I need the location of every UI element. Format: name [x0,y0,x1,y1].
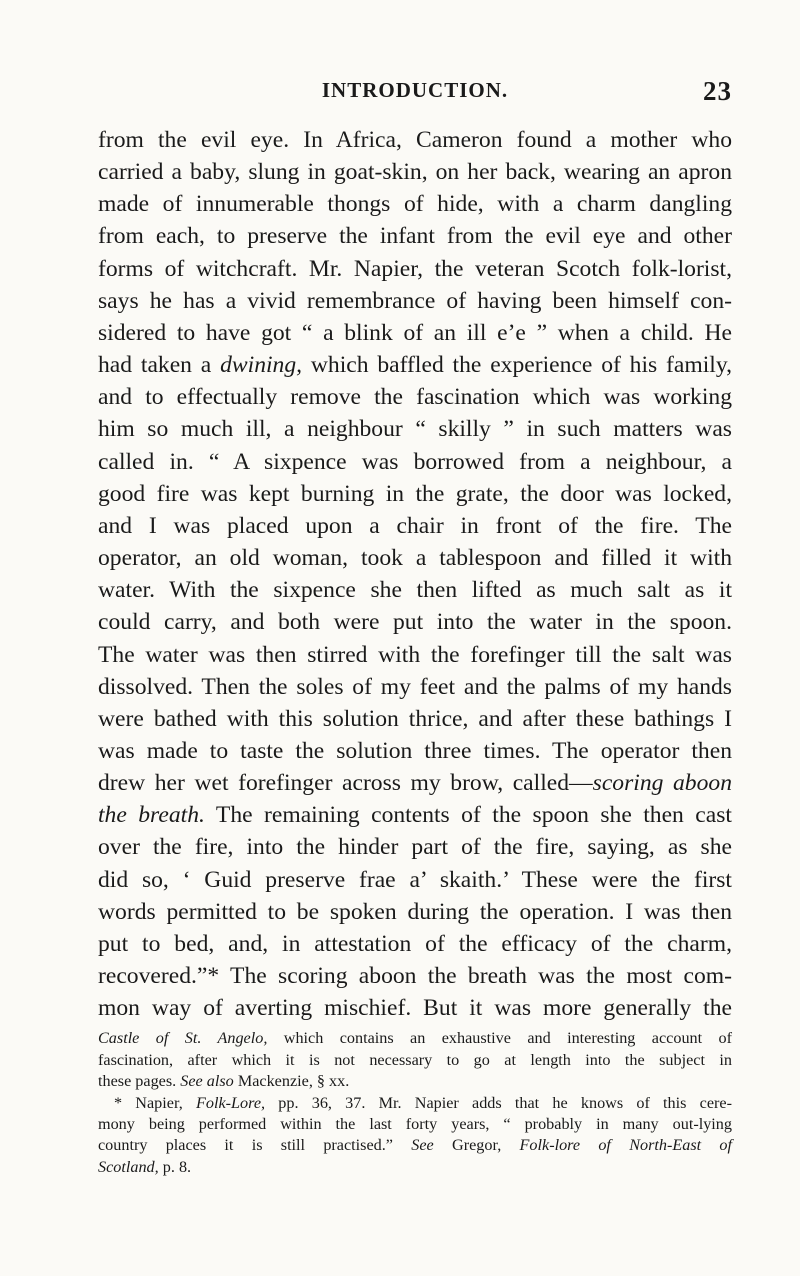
note-line [98,1071,732,1092]
text-line: dissolved. Then the soles of my feet and the palms of my hands [98,673,732,700]
text-line: over the fire, into the hinder part of the fire, saying, as she [98,834,732,861]
text-line-mixed [98,349,732,381]
text-line: forms of witchcraft. Mr. Napier, the veteran Scotch folk-lorist, [98,255,732,282]
text-line: The water was then stirred with the forefinger till the salt was [98,641,732,668]
text-fragment: had taken a [98,352,221,379]
text-fragment: drew her wet forefinger across my brow, called— [98,770,593,797]
text-fragment: p. 8. [158,1157,192,1176]
text-line: him so much ill, a neighbour “ skilly ” in such matters was [98,416,732,443]
text-fragment: Mackenzie, § xx. [233,1072,350,1091]
text-line: carried a baby, slung in goat-skin, on her back, wearing an apron [98,159,732,186]
text-line: was made to taste the solution three times. The operator then [98,737,732,764]
text-line: operator, an old woman, took a tablespoon and filled it with [98,545,732,572]
text-line: did so, ‘ Guid preserve frae a’ skaith.’ These were the first [98,866,732,893]
text-fragment: which contains an exhaustive and interesting account of [267,1029,732,1048]
italic-see-also: See also [180,1072,234,1091]
text-line: recovered.”* The scoring aboon the breath was the most com- [98,963,732,990]
italic-scotland: Scotland, [98,1157,159,1176]
book-page [98,78,732,1178]
text-line: from the evil eye. In Africa, Cameron found a mother who [98,127,732,153]
italic-dwining: dwining, [220,352,303,379]
italic-castle-title: Castle of St. Angelo, [98,1029,268,1048]
text-fragment: The remaining contents of the spoon she then cast [204,802,732,829]
body-text [98,124,732,1024]
footnote-line [98,1135,732,1156]
text-line: put to bed, and, in attestation of the efficacy of the charm, [98,930,732,957]
text-line: could carry, and both were put into the water in the spoon. [98,609,732,636]
running-title: INTRODUCTION. [321,78,509,102]
text-fragment: * Napier, [114,1093,196,1112]
text-fragment: which baffled the experience of his family, [302,352,732,379]
text-line: from each, to preserve the infant from the evil eye and other [98,223,732,250]
text-line: were bathed with this solution thrice, and after these bathings I [98,705,732,732]
text-line: and I was placed upon a chair in front of the fire. The [98,512,732,539]
text-line: water. With the sixpence she then lifted as much salt as it [98,577,732,604]
text-fragment: Gregor, [433,1136,520,1155]
note-line: fascination, after which it is not necessary to go at length into the subject in [98,1050,732,1069]
text-line-mixed [98,767,732,799]
footnote-line: mony being performed within the last forty years, “ probably in many out-lying [98,1115,732,1133]
italic-folk-lore: Folk-Lore, [195,1093,266,1112]
text-line: and to effectually remove the fascination which was working [98,384,732,411]
text-line-mixed [98,799,732,831]
page-number: 23 [703,76,732,106]
running-header [98,78,732,114]
text-fragment: these pages. [98,1072,181,1091]
text-line: says he has a vivid remembrance of having been himself con- [98,287,732,314]
text-fragment: pp. 36, 37. Mr. Napier adds that he knows of this cere- [265,1093,732,1112]
italic-see: See [411,1136,434,1155]
text-fragment: country places it is still practised.” [98,1136,412,1155]
italic-gregor-title: Folk-lore of North-East of [519,1136,733,1155]
footnote-line [98,1093,732,1114]
text-line: sidered to have got “ a blink of an ill e’e ” when a child. He [98,319,732,346]
text-line: mon way of averting mischief. But it was more generally the [98,995,732,1022]
italic-scoring-aboon: scoring aboon [592,770,732,797]
text-line: words permitted to be spoken during the operation. I was then [98,898,732,925]
text-line: good fire was kept burning in the grate, the door was locked, [98,480,732,507]
note-line [98,1028,732,1049]
text-line: called in. “ A sixpence was borrowed from a neighbour, a [98,448,732,475]
italic-the-breath: the breath. [98,802,205,829]
footnotes [98,1028,732,1178]
footnote-line [98,1157,732,1178]
text-line: made of innumerable thongs of hide, with a charm dangling [98,191,732,218]
